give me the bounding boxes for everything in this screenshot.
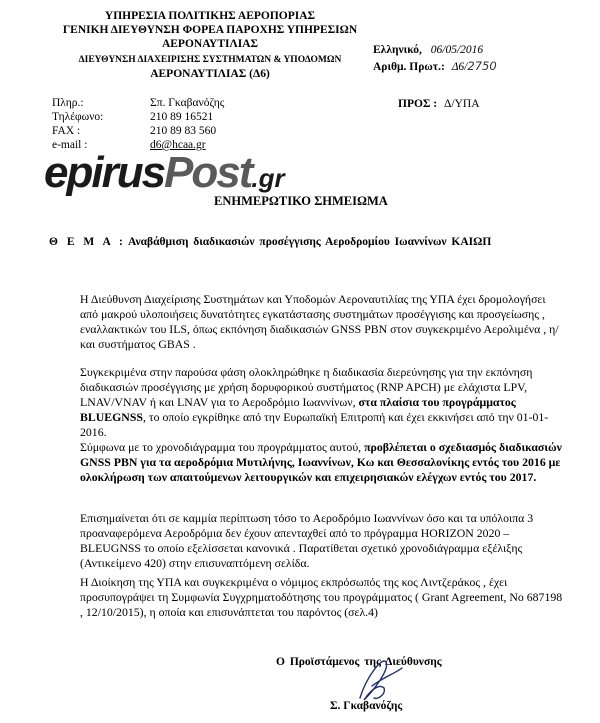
contact-phone-value: 210 89 16521	[150, 111, 214, 123]
header-line-3: ΑΕΡΟΝΑΥΤΙΛΙΑΣ	[161, 38, 259, 50]
paragraph-3	[80, 440, 565, 485]
recipient-label: ΠΡΟΣ :	[398, 98, 438, 110]
paragraph-2	[80, 365, 565, 440]
paragraph-1: Η Διεύθυνση Διαχείρισης Συστημάτων και Υποδομών Αεροναυτιλίας της ΥΠΑ έχει δρομολογήσει από μακρού υλοποιήσεις δυνατότητες εγκατάστασης συστημάτων προσέγγισης και προσγείωσης , εναλλακτικών του ILS, όπως εκπόνηση διαδικασιών GNSS PBN στον συγκεκριμένο Αερολιμένα , η/και συστήματος GBAS .	[80, 292, 559, 351]
contact-phone-label: Τηλέφωνο:	[52, 111, 104, 123]
header-line-5: ΑΕΡΟΝΑΥΤΙΛΙΑΣ (Δ6)	[150, 68, 270, 80]
paragraph-5: Η Διοίκηση της ΥΠΑ και συγκεκριμένα ο νόμιμος εκπρόσωπός της κος Λιντζεράκος , έχει προσυπογράψει τη Συμφωνία Συγχρηματοδότησης του προγράμματος ( Grant Agreement, No 687198 , 12/10/2015), η οποία και επισυνάπτεται του παρόντος (σελ.4)	[80, 575, 563, 619]
subject-label: Θ Ε Μ Α :	[49, 236, 126, 248]
protocol-number-handwritten: 2750	[467, 59, 497, 73]
date-label: Ελληνικό,	[373, 44, 422, 56]
document-title: ΕΝΗΜΕΡΩΤΙΚΟ ΣΗΜΕΙΩΜΑ	[214, 194, 388, 208]
paragraph-2-tail: , το οποίο εγκρίθηκε από την Ευρωπαϊκή Επιτροπή και έχει εκκινήσει από την 01-01-2016.	[80, 410, 549, 439]
header-line-1: ΥΠΗΡΕΣΙΑ ΠΟΛΙΤΙΚΗΣ ΑΕΡΟΠΟΡΙΑΣ	[104, 10, 316, 22]
recipient-line	[398, 98, 480, 110]
contact-email-value[interactable]: d6@hcaa.gr	[150, 139, 206, 151]
paragraph-4: Επισημαίνεται ότι σε καμμία περίπτωση τόσο το Αεροδρόμιο Ιωαννίνων όσο και τα υπόλοιπα 3 προαναφερόμενα Αεροδρόμια δεν έχουν απενταχθεί από το πρόγραμμα HORIZON 2020 – BLEUGNSS το οποίο εξελίσσεται κανονικά . Παρατίθεται σχετικό χρονοδιάγραμμα εξέλιξης (Αντικείμενο 420) στην επισυναπτόμενη σελίδα.	[80, 511, 534, 570]
contact-email-label: e-mail :	[52, 139, 88, 151]
contact-info-value: Σπ. Γκαβανόζης	[150, 97, 225, 109]
contact-fax-value: 210 89 83 560	[150, 125, 217, 137]
protocol-label: Αριθμ. Πρωτ.:	[373, 61, 445, 73]
signature-name: Σ. Γκαβανόζης	[330, 700, 403, 712]
date-line	[373, 44, 483, 56]
protocol-prefix: Δ6/	[451, 61, 468, 73]
signature-title: Ο Προϊστάμενος της Διεύθυνσης	[276, 656, 442, 668]
paragraph-3-text: Σύμφωνα με το χρονοδιάγραμμα του προγράμματος αυτού,	[80, 440, 365, 454]
subject-text: Αναβάθμιση διαδικασιών προσέγγισης Αεροδρομίου Ιωαννίνων ΚΑΙΩΠ	[128, 236, 492, 248]
contact-info-label: Πληρ.:	[52, 97, 84, 109]
protocol-line	[373, 59, 497, 73]
contact-fax-label: FAX :	[52, 125, 81, 137]
recipient-value: Δ/ΥΠΑ	[444, 98, 480, 110]
paragraph-2-text: Συγκεκριμένα στην παρούσα φάση ολοκληρώθηκε η διαδικασία διερεύνησης για την εκπόνηση διαδικασιών προσέγγισης με χρήση δορυφορικού συστήματος (RNP APCH) με ελάχιστα LPV, LNAV/VNAV ή και LNAV για το Αεροδρόμιο Ιωαννίνων,	[80, 365, 533, 409]
header-line-4: ΔΙΕΥΘΥΝΣΗ ΔΙΑΧΕΙΡΙΣΗΣ ΣΥΣΤΗΜΑΤΩΝ & ΥΠΟΔΟΜΩΝ	[78, 55, 342, 65]
handwritten-signature	[342, 648, 412, 708]
header-line-2: ΓΕΝΙΚΗ ΔΙΕΥΘΥΝΣΗ ΦΟΡΕΑ ΠΑΡΟΧΗΣ ΥΠΗΡΕΣΙΩΝ	[62, 24, 358, 36]
watermark-part-2: Post	[164, 148, 252, 197]
paragraph-3-bold: προβλέπεται ο σχεδιασμός διαδικασιών GNSS PBN για τα αεροδρόμια Μυτιλήνης, Ιωαννίνων, Κω και Θεσσαλονίκης εντός του 2016 με ολοκλήρωση των απαιτούμενων λειτουργικών και επιχειρησιακών ελέγχων εντός του 2017.	[80, 440, 562, 484]
paragraph-2-bold: στα πλαίσια του προγράμματος BLUEGNSS	[80, 395, 516, 424]
watermark-part-3: .gr	[251, 163, 285, 193]
epiruspost-watermark-logo	[44, 148, 285, 198]
date-value: 06/05/2016	[430, 44, 484, 56]
watermark-part-1: epirus	[44, 148, 165, 197]
